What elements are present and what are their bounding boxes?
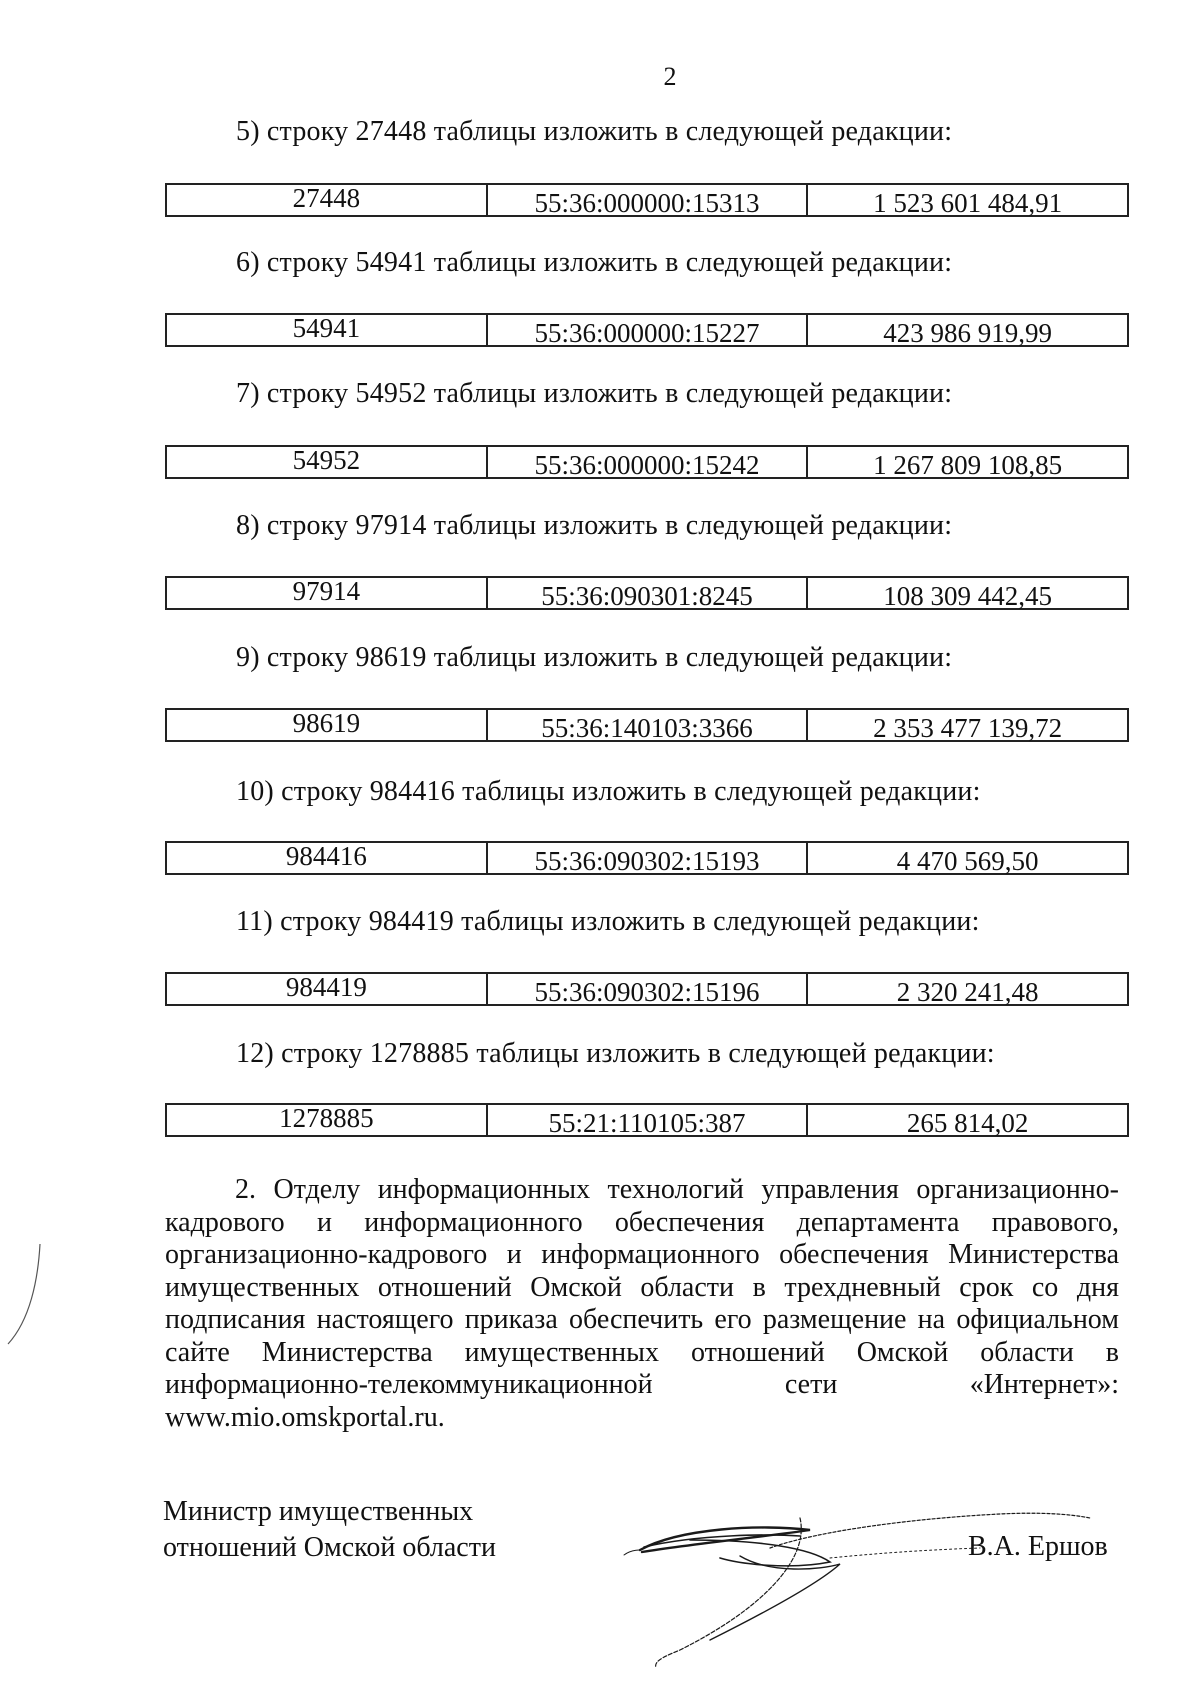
row-number-cell: 1278885 <box>167 1105 488 1135</box>
item-heading: 5) строку 27448 таблицы изложить в следующей редакции: <box>236 116 953 147</box>
cadastral-value-cell: 1 523 601 484,91 <box>873 188 1063 218</box>
item-heading: 6) строку 54941 таблицы изложить в следующей редакции: <box>236 247 953 278</box>
cadastral-number-cell: 55:36:000000:15313 <box>488 185 809 215</box>
table-row <box>165 445 1129 479</box>
cadastral-value-cell: 265 814,02 <box>906 1108 1029 1138</box>
cadastral-value-cell: 2 353 477 139,72 <box>873 713 1063 743</box>
cadastral-value-cell: 423 986 919,99 <box>883 318 1053 348</box>
item-heading: 11) строку 984419 таблицы изложить в следующей редакции: <box>236 906 980 937</box>
row-number-cell: 984419 <box>167 974 488 1004</box>
table-row <box>165 708 1129 742</box>
page-number: 2 <box>663 62 677 91</box>
signatory-name: В.А. Ершов <box>968 1531 1108 1562</box>
cadastral-number-cell: 55:36:140103:3366 <box>488 710 809 740</box>
cadastral-number-cell: 55:36:090302:15196 <box>488 974 809 1004</box>
row-number-cell: 54941 <box>167 315 488 345</box>
cadastral-number-cell: 55:21:110105:387 <box>488 1105 809 1135</box>
cadastral-number-cell: 55:36:000000:15227 <box>488 315 809 345</box>
cadastral-value-cell: 108 309 442,45 <box>883 581 1053 611</box>
table-row <box>165 972 1129 1006</box>
row-number-cell: 27448 <box>167 185 488 215</box>
cadastral-number-cell: 55:36:090301:8245 <box>488 578 809 608</box>
item-heading: 8) строку 97914 таблицы изложить в следующей редакции: <box>236 510 953 541</box>
cadastral-value-cell: 4 470 569,50 <box>896 846 1039 876</box>
table-row <box>165 1103 1129 1137</box>
handwritten-signature <box>620 1500 1100 1670</box>
row-number-cell: 984416 <box>167 843 488 873</box>
table-row <box>165 841 1129 875</box>
cadastral-value-cell: 2 320 241,48 <box>896 977 1039 1007</box>
signatory-position-line-2: отношений Омской области <box>163 1532 496 1563</box>
item-heading: 12) строку 1278885 таблицы изложить в следующей редакции: <box>236 1038 995 1069</box>
table-row <box>165 183 1129 217</box>
row-number-cell: 54952 <box>167 447 488 477</box>
signatory-position-line-1: Министр имущественных <box>163 1496 474 1527</box>
margin-mark <box>0 1240 60 1350</box>
item-heading: 9) строку 98619 таблицы изложить в следующей редакции: <box>236 642 953 673</box>
item-heading: 10) строку 984416 таблицы изложить в следующей редакции: <box>236 776 981 807</box>
paragraph-2 <box>165 1174 1119 1434</box>
cadastral-number-cell: 55:36:000000:15242 <box>488 447 809 477</box>
table-row <box>165 576 1129 610</box>
paragraph-2-text: 2. Отделу информационных технологий управления организационно-кадрового и информационного обеспечения департамента правового, организационно-кадрового и информационного обеспечения Министерства имущественных отношений Омской области в трехдневный срок со дня подписания настоящего приказа обеспечить его размещение на официальном сайте Министерства имущественных отношений Омской области в информационно-телекоммуникационной сети «Интернет»: www.mio.omskportal.ru. <box>165 1174 1119 1433</box>
row-number-cell: 98619 <box>167 710 488 740</box>
cadastral-number-cell: 55:36:090302:15193 <box>488 843 809 873</box>
row-number-cell: 97914 <box>167 578 488 608</box>
table-row <box>165 313 1129 347</box>
signatory-position <box>163 1494 496 1566</box>
cadastral-value-cell: 1 267 809 108,85 <box>873 450 1063 480</box>
item-heading: 7) строку 54952 таблицы изложить в следующей редакции: <box>236 378 953 409</box>
